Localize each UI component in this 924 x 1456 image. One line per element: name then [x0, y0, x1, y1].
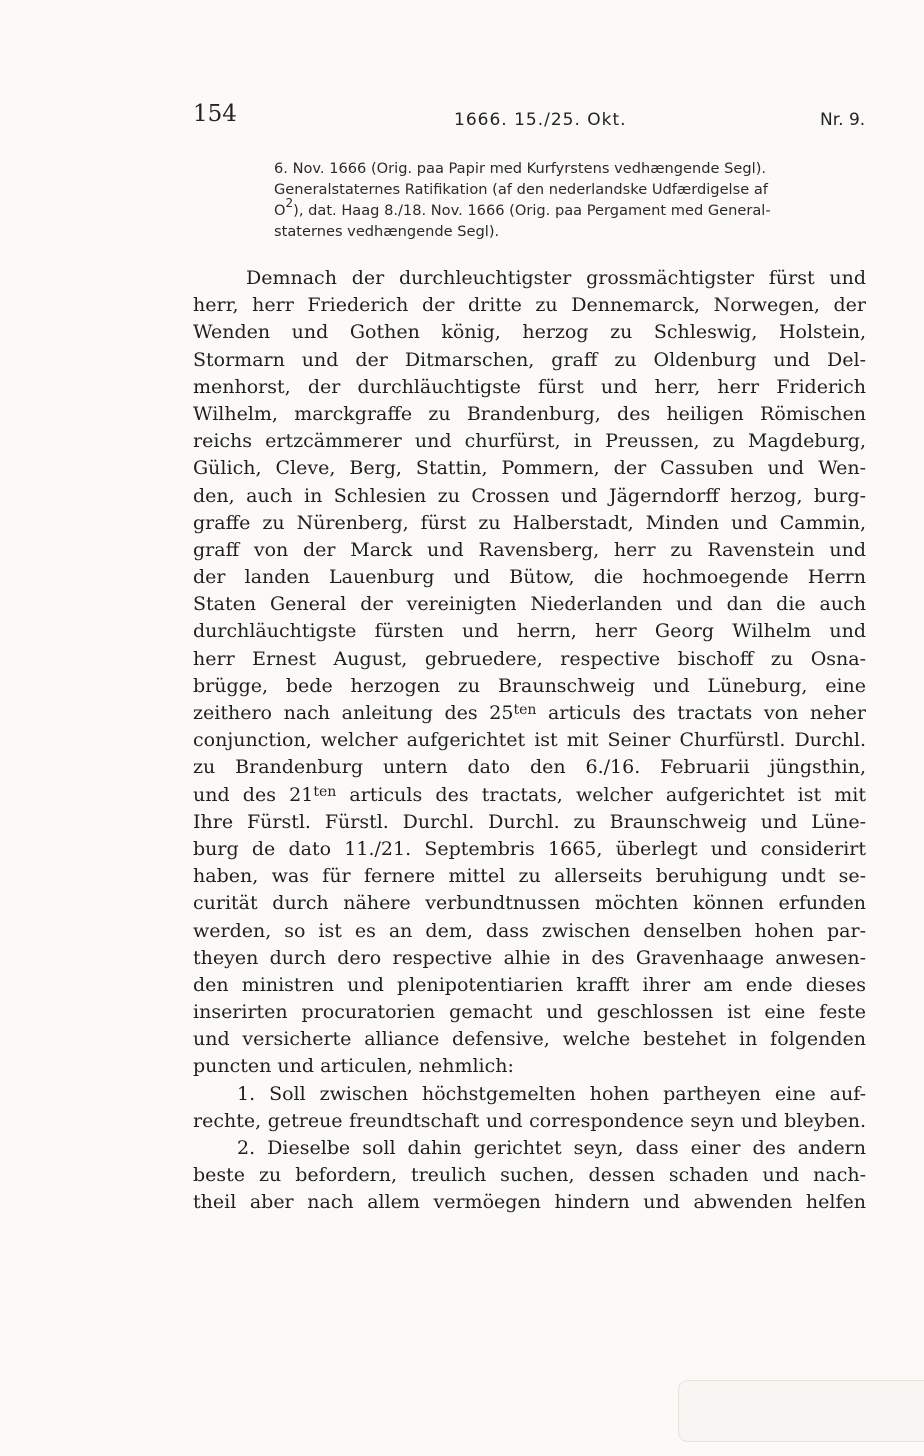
text-line: graff von der Marck und Ravensberg, herr zu Ravenstein und [193, 538, 866, 561]
text-line: herr Ernest August, gebruedere, respective bischoff zu Osna- [193, 647, 866, 670]
text-segment: articuls des tractats, welcher aufgerichtet ist mit [336, 783, 866, 806]
text-line: Staten General der vereinigten Niederlanden und dan die auch [193, 593, 866, 616]
text-line: menhorst, der durchläuchtigste fürst und herr, herr Friderich [193, 375, 866, 398]
text-line: haben, was für fernere mittel zu allerseits beruhigung undt se- [193, 865, 866, 888]
source-note-line: staternes vedhængende Segl). [274, 223, 500, 240]
text-line: und versicherte alliance defensive, welche bestehet in folgenden [193, 1028, 866, 1051]
text-line: curität durch nähere verbundtnussen möchten können erfunden [193, 892, 866, 915]
source-note-text: O [274, 202, 286, 219]
ordinal-suffix: ten [313, 783, 337, 800]
text-line: theyen durch dero respective alhie in des Gravenhaage anwesen- [193, 946, 866, 969]
text-line: der landen Lauenburg und Bütow, die hochmoegende Herrn [193, 566, 866, 589]
text-line: den ministren und plenipotentiarien krafft ihrer am ende dieses [193, 973, 866, 996]
text-line: theil aber nach allem vermöegen hindern und abwenden helfen [193, 1191, 866, 1214]
text-line: conjunction, welcher aufgerichtet ist mit Seiner Churfürstl. Durchl. [193, 729, 866, 752]
text-line: Wenden und Gothen könig, herzog zu Schleswig, Holstein, [193, 321, 866, 344]
source-note [274, 158, 771, 242]
text-segment: und des 21 [193, 783, 314, 806]
text-line: burg de dato 11./21. Septembris 1665, überlegt und considerirt [193, 837, 866, 860]
text-line: werden, so ist es an dem, dass zwischen denselben hohen par- [193, 919, 866, 942]
text-line [193, 782, 866, 809]
source-note-line [274, 196, 771, 221]
text-line [193, 700, 866, 727]
running-title: 1666. 15./25. Okt. [454, 110, 627, 130]
source-note-text: ), dat. Haag 8./18. Nov. 1666 (Orig. paa Pergament med General- [293, 202, 771, 219]
source-note-line: 6. Nov. 1666 (Orig. paa Papir med Kurfyrstens vedhængende Segl). [274, 160, 767, 177]
text-line: Gülich, Cleve, Berg, Stattin, Pommern, der Cassuben und Wen- [193, 457, 866, 480]
text-line: durchläuchtigste fürsten und herrn, herr Georg Wilhelm und [193, 620, 866, 643]
text-line: den, auch in Schlesien zu Crossen und Jägerndorff herzog, burg- [193, 484, 866, 507]
page-corner-mark [678, 1380, 924, 1442]
treaty-text [193, 265, 866, 1217]
text-line: zu Brandenburg untern dato den 6./16. Februarii jüngsthin, [193, 756, 866, 779]
article-2-line: 2. Dieselbe soll dahin gerichtet seyn, dass einer des andern [237, 1137, 866, 1159]
text-line: rechte, getreue freundtschaft und correspondence seyn und bleyben. [193, 1109, 866, 1132]
text-line: Ihre Fürstl. Fürstl. Durchl. Durchl. zu Braunschweig und Lüne- [193, 810, 866, 833]
source-note-line: Generalstaternes Ratifikation (af den nederlandske Udfærdigelse af [274, 181, 768, 198]
text-line: Wilhelm, marckgraffe zu Brandenburg, des heiligen Römischen [193, 402, 866, 425]
document-number: Nr. 9. [820, 110, 866, 130]
text-line: herr, herr Friederich der dritte zu Dennemarck, Norwegen, der [193, 294, 866, 317]
footnote-reference: 2 [285, 196, 294, 210]
article-1-line: 1. Soll zwischen höchstgemelten hohen partheyen eine auf- [237, 1082, 866, 1105]
text-segment: articuls des tractats von neher [536, 702, 867, 724]
ordinal-suffix: ten [513, 702, 537, 718]
text-line: graffe zu Nürenberg, fürst zu Halberstadt, Minden und Cammin, [193, 511, 866, 534]
text-line: beste zu befordern, treulich suchen, dessen schaden und nach- [193, 1164, 866, 1187]
text-line: Demnach der durchleuchtigster grossmächtigster fürst und [246, 267, 866, 289]
text-segment: zeithero nach anleitung des 25 [193, 702, 514, 724]
page-number: 154 [193, 101, 237, 127]
text-line: reichs ertzcämmerer und churfürst, in Preussen, zu Magdeburg, [193, 430, 866, 453]
text-line: puncten und articulen, nehmlich: [193, 1055, 514, 1078]
text-line: Stormarn und der Ditmarschen, graff zu Oldenburg und Del- [193, 348, 866, 371]
text-line: brügge, bede herzogen zu Braunschweig und Lüneburg, eine [193, 674, 866, 697]
text-line: inserirten procuratorien gemacht und geschlossen ist eine feste [193, 1001, 866, 1024]
